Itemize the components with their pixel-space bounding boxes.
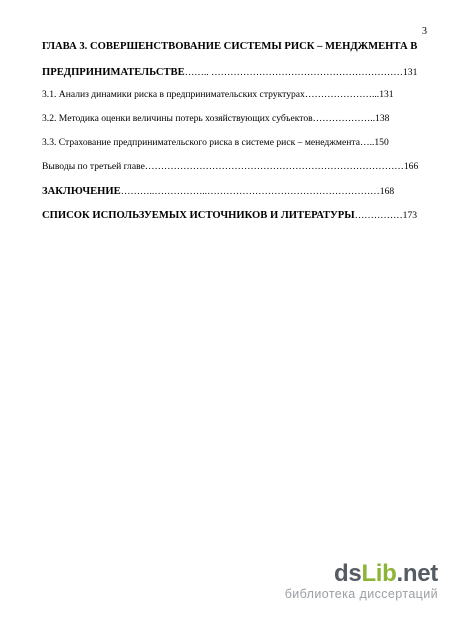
toc-page-number: 138	[375, 113, 390, 124]
toc-entry-3-2[interactable]	[42, 112, 426, 126]
toc-entry-text: 3.3. Страхование предпринимательского риска в системе риск – менеджмента	[42, 137, 360, 148]
toc-leader: …………………...	[304, 89, 380, 100]
toc-entry-text: 3.1. Анализ динамики риска в предпринимательских структурах	[42, 89, 305, 100]
toc-entry-text: ЗАКЛЮЧЕНИЕ	[42, 186, 121, 197]
toc-entry-text: СПИСОК ИСПОЛЬЗУЕМЫХ ИСТОЧНИКОВ И ЛИТЕРАТУРЫ	[42, 210, 355, 221]
watermark-subtitle: библиотека диссертаций	[284, 587, 438, 601]
toc-page-number: 131	[379, 89, 394, 100]
toc-leader: ………………..	[312, 113, 376, 124]
toc-chapter3-title-line1	[42, 40, 426, 54]
toc-page-number: 166	[403, 161, 419, 172]
toc-entry-references[interactable]	[42, 207, 426, 223]
logo-ds: ds	[334, 560, 362, 587]
toc-page-number: 168	[379, 186, 395, 197]
page-number: 3	[422, 26, 427, 37]
toc-page-number: 150	[374, 137, 389, 148]
logo-lib: Lib	[361, 560, 397, 587]
toc-leader: …..	[359, 137, 375, 148]
toc-leader: ……………	[354, 210, 403, 221]
toc-chapter3-title-text-2: ПРЕДПРИНИМАТЕЛЬСТВЕ	[42, 67, 185, 78]
dslib-logo	[285, 561, 438, 587]
toc-entry-3-3[interactable]	[42, 136, 426, 150]
logo-net: .net	[396, 560, 438, 587]
toc-page-number: 173	[402, 210, 418, 221]
dslib-watermark	[285, 561, 438, 601]
toc-leader: ………..……………..………………………………………………	[120, 186, 380, 197]
toc-entry-text: Выводы по третьей главе	[42, 161, 145, 172]
toc-entry-conclusions[interactable]	[42, 160, 426, 174]
toc-leader: …….. ……………………………………………………	[184, 67, 403, 78]
toc-page-number: 131	[402, 67, 418, 78]
toc-leader: ………………………………………………………………………	[144, 161, 404, 172]
toc-entry-conclusion[interactable]	[42, 183, 426, 199]
toc-chapter3-title-line2[interactable]	[42, 64, 426, 80]
toc-chapter3-title-text: ГЛАВА 3. СОВЕРШЕНСТВОВАНИЕ СИСТЕМЫ РИСК – МЕНДЖМЕНТА В	[42, 41, 418, 52]
toc-entry-text: 3.2. Методика оценки величины потерь хозяйствующих субъектов	[42, 113, 313, 124]
toc-entry-3-1[interactable]	[42, 88, 426, 102]
